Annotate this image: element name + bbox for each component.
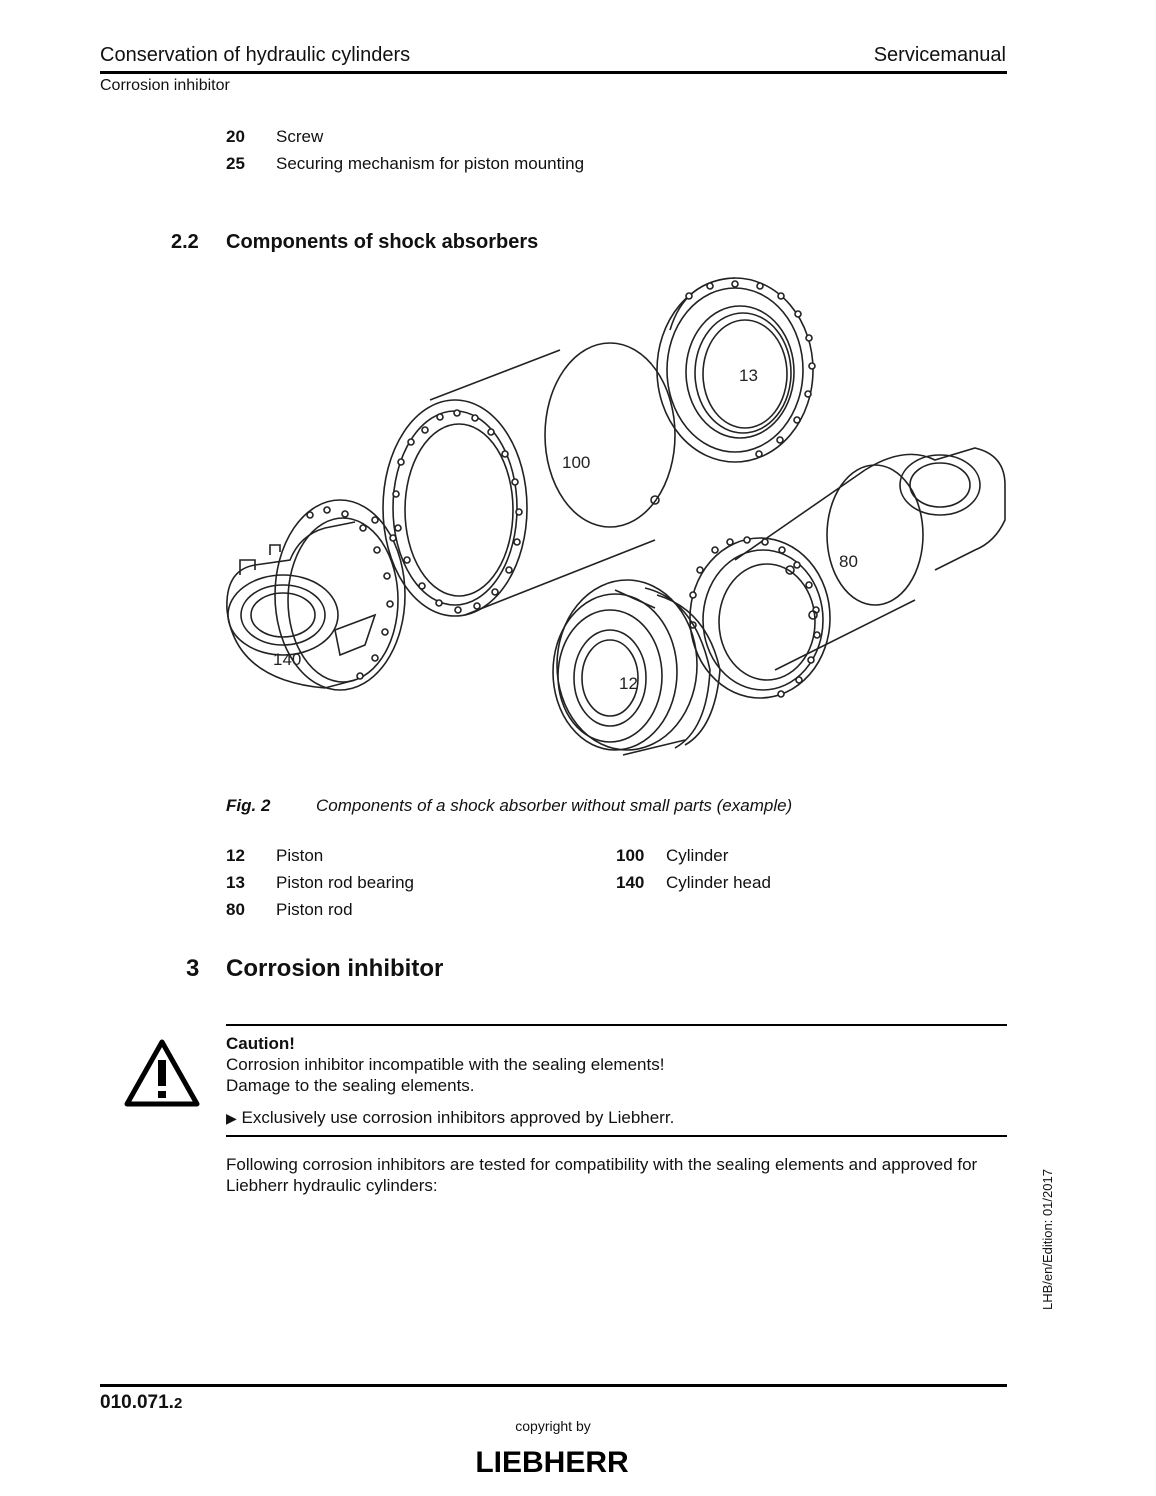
figure-number: Fig. 2 [226,796,271,815]
caution-top-rule [226,1024,1007,1026]
chapter-number: 3 [186,955,200,982]
part-name: Cylinder head [666,873,771,892]
body-paragraph-line: Liebherr hydraulic cylinders: [226,1176,438,1195]
edition-note: LHB/en/Edition: 01/2017 [1040,1169,1055,1310]
document-code-page: 2 [173,1395,183,1412]
figure-caption: Components of a shock absorber without small parts (example) [316,796,793,815]
caution-bottom-rule [226,1135,1007,1137]
manual-label: Servicemanual [873,44,1006,66]
document-title: Conservation of hydraulic cylinders [100,44,411,66]
part-number: 80 [226,900,245,919]
cylinder-part [383,343,675,616]
caution-hazard: Corrosion inhibitor incompatible with the sealing elements! [226,1055,665,1074]
piston-rod-bearing-part [657,278,815,462]
section-heading: Components of shock absorbers [226,231,539,253]
footer-rule [100,1384,1007,1387]
part-name: Cylinder [666,846,729,865]
warning-triangle-icon [124,1038,200,1108]
legend-number: 25 [226,154,245,173]
part-number: 140 [616,873,645,892]
callout-13: 13 [739,366,758,385]
legend-number: 20 [226,127,245,146]
callout-140: 140 [273,650,302,669]
part-number: 100 [616,846,645,865]
logo-text: LIEBHERR [475,1446,629,1476]
part-number: 12 [226,846,245,865]
copyright-text: copyright by [515,1418,591,1434]
piston-part [553,580,720,755]
part-name: Piston [276,846,324,865]
document-code [100,1392,182,1414]
header-rule [100,71,1007,74]
chapter-heading: Corrosion inhibitor [226,955,444,982]
legend-text: Securing mechanism for piston mounting [276,154,585,173]
action-arrow-icon: ▶ [226,1110,237,1126]
callout-80: 80 [839,552,858,571]
chapter-subtitle: Corrosion inhibitor [100,77,230,94]
part-number: 13 [226,873,245,892]
body-paragraph-line: Following corrosion inhibitors are tested for compatibility with the sealing elements and approved for [226,1155,978,1174]
caution-action-text: Exclusively use corrosion inhibitors approved by Liebherr. [241,1108,675,1127]
part-name: Piston rod bearing [276,873,414,892]
document-code-main: 010.071. [100,1392,174,1413]
shock-absorber-exploded-drawing [215,270,1015,780]
callout-100: 100 [562,453,591,472]
piston-rod-part [690,448,1005,698]
caution-title: Caution! [226,1034,295,1053]
section-number: 2.2 [171,231,199,253]
caution-consequence: Damage to the sealing elements. [226,1076,475,1095]
cylinder-head-part [227,500,405,690]
callout-12: 12 [619,674,638,693]
liebherr-logo [466,1446,638,1476]
part-name: Piston rod [276,900,353,919]
caution-action [226,1107,674,1129]
legend-text: Screw [276,127,324,146]
